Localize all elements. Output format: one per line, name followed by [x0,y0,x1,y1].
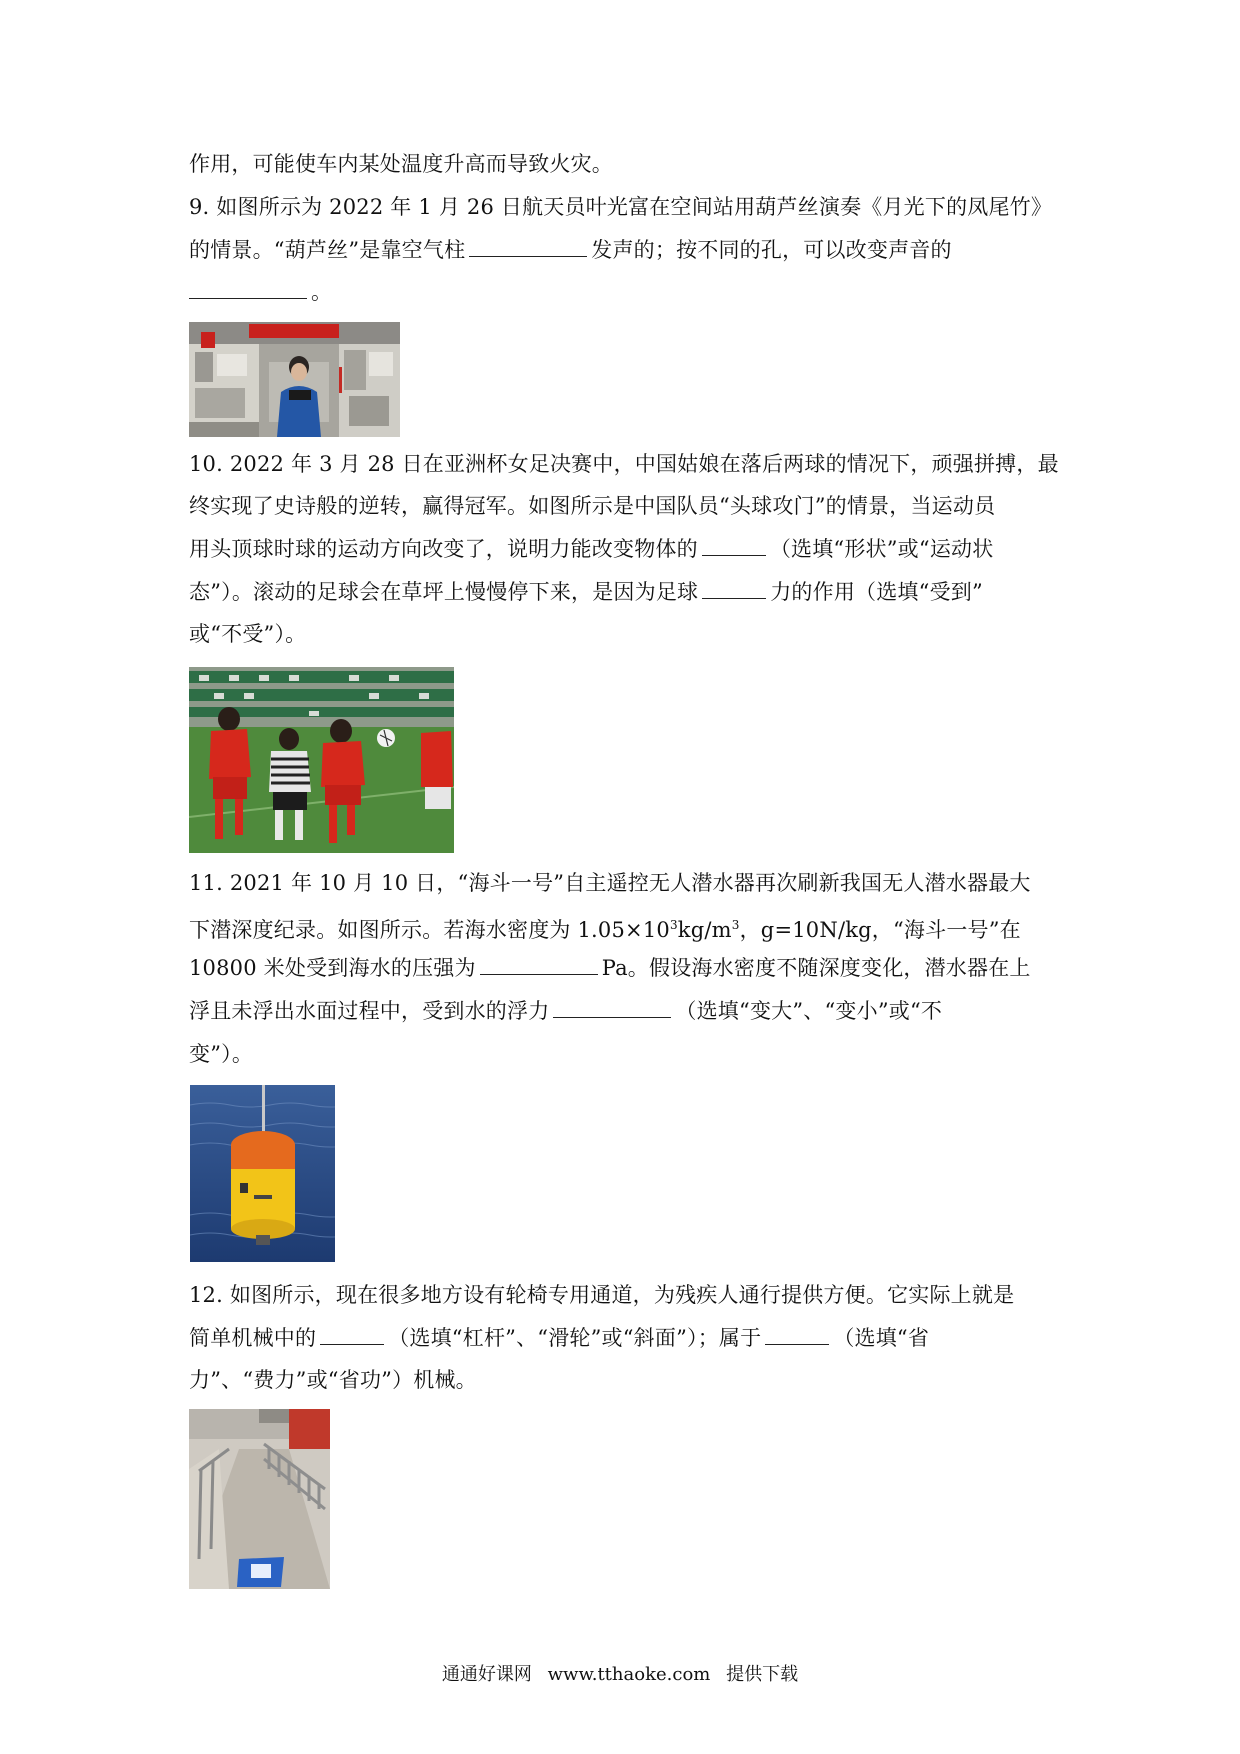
q11-line-2-b: kg/m [677,918,732,942]
q11-line-3-b: Pa。假设海水密度不随深度变化，潜水器在上 [601,956,1031,980]
q9-line-3 [189,278,332,306]
q10-line-3-b: （选填“形状”或“运动状 [769,537,994,561]
q9-line-3-b: 。 [311,280,333,304]
q11-line-4 [189,997,942,1025]
q11-line-2-a: 下潜深度纪录。如图所示。若海水密度为 1.05×10 [189,918,670,942]
footer-suffix: 提供下载 [726,1664,799,1685]
space-station-musician-image [189,322,400,437]
q10-line-5: 或“不受”）。 [189,622,307,646]
q11-line-4-b: （选填“变大”、“变小”或“不 [675,999,943,1023]
q11-line-3-a: 10800 米处受到海水的压强为 [189,956,476,980]
q11-blank-1[interactable] [480,954,598,975]
q10-line-1: 10. 2022 年 3 月 28 日在亚洲杯女足决赛中，中国姑娘在落后两球的情况下，顽强拼搏，最 [189,452,1059,476]
haidou-submersible-image [190,1085,335,1262]
q11-superscript-1: 3 [669,918,678,932]
q12-line-2-c: （选填“省 [833,1326,930,1350]
q11-line-3 [189,954,1031,982]
q11-line-2-c: ，g=10N/kg，“海斗一号”在 [739,918,1021,942]
q10-line-4-a: 态”）。滚动的足球会在草坪上慢慢停下来，是因为足球 [189,580,699,604]
q9-blank-1[interactable] [469,236,587,257]
q9-blank-2[interactable] [189,278,307,299]
q11-blank-2[interactable] [553,997,671,1018]
q10-line-2: 终实现了史诗般的逆转，赢得冠军。如图所示是中国队员“头球攻门”的情景，当运动员 [189,494,996,518]
q9-line-2-b: 发声的；按不同的孔，可以改变声音的 [591,238,952,262]
q12-line-2-b: （选填“杠杆”、“滑轮”或“斜面”）；属于 [388,1326,762,1350]
q11-line-5: 变”）。 [189,1042,254,1066]
q11-superscript-2: 3 [731,918,740,932]
q12-line-2 [189,1324,929,1352]
q11-line-1: 11. 2021 年 10 月 10 日，“海斗一号”自主遥控无人潜水器再次刷新我国无人潜水器最大 [189,871,1031,895]
q10-blank-2[interactable] [702,578,766,599]
q8-tail-text: 作用，可能使车内某处温度升高而导致火灾。 [189,152,613,176]
q10-blank-1[interactable] [702,535,766,556]
q12-line-3: 力”、“费力”或“省功”）机械。 [189,1368,477,1392]
footer-url-link[interactable]: www.tthaoke.com [547,1664,711,1685]
q12-blank-2[interactable] [765,1324,829,1345]
page-footer [0,1660,1240,1686]
q12-line-1: 12. 如图所示，现在很多地方设有轮椅专用通道，为残疾人通行提供方便。它实际上就是 [189,1283,1015,1307]
q9-line-1: 9. 如图所示为 2022 年 1 月 26 日航天员叶光富在空间站用葫芦丝演奏《月光下的凤尾竹》 [189,195,1053,219]
footer-site-name: 通通好课网 [441,1664,532,1685]
q9-line-2 [189,236,952,264]
q12-blank-1[interactable] [320,1324,384,1345]
q10-line-3-a: 用头顶球时球的运动方向改变了，说明力能改变物体的 [189,537,698,561]
wheelchair-ramp-image [189,1409,330,1589]
q10-line-4 [189,578,983,606]
q11-line-4-a: 浮且未浮出水面过程中，受到水的浮力 [189,999,550,1023]
q10-line-4-b: 力的作用（选填“受到” [770,580,983,604]
q10-line-3 [189,535,993,563]
q9-line-2-a: 的情景。“葫芦丝”是靠空气柱 [189,238,466,262]
q12-line-2-a: 简单机械中的 [189,1326,317,1350]
q11-line-2 [189,911,1021,944]
womens-football-header-image [189,667,454,853]
